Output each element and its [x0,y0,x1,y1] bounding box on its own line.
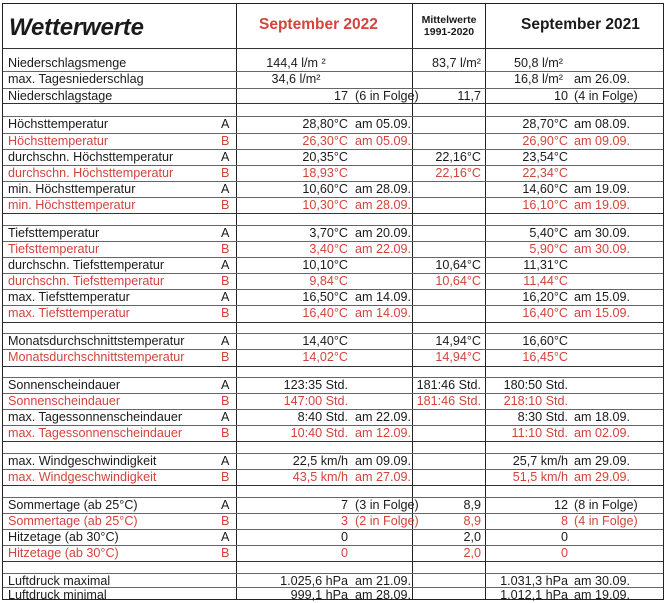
value-2022: 10,60°C [302,182,348,196]
value-mittelwerte: 22,16°C [435,166,481,180]
value-2021: 5,90°C [529,242,568,256]
detail-2021: am 30.09. [574,574,631,588]
mittelwerte-period: 1991-2020 [423,26,475,38]
value-2022: 14,02°C [302,350,348,364]
value-2021: 180:50 Std. [503,378,568,392]
row-divider [3,441,663,442]
value-2021: 12 [553,498,568,512]
value-2022: 17 [333,89,348,103]
table-row [3,410,663,425]
value-2021: 1.012,1 hPa [500,588,568,602]
table-row [3,117,663,132]
row-label: durchschn. Tiefsttemperatur [8,258,165,272]
value-2021: 8:30 Std. [517,410,568,424]
row-label: Hitzetage (ab 30°C) [8,546,119,560]
value-mittelwerte: 8,9 [463,498,481,512]
row-station: A [221,454,230,468]
value-2021: 5,40°C [529,226,568,240]
row-label: Sommertage (ab 25°C) [8,514,138,528]
value-2021: 25,7 km/h [512,454,568,468]
detail-2021: am 09.09. [574,134,631,148]
row-label: Monatsdurchschnittstemperatur [8,350,185,364]
row-station: A [221,410,230,424]
value-mittelwerte: 14,94°C [435,350,481,364]
column-header-mittelwerte [414,14,484,38]
row-station: A [221,378,230,392]
row-station: B [221,274,230,288]
detail-2022: (3 in Folge) [355,498,419,512]
table-row [3,166,663,181]
table-row [3,454,663,469]
value-mittelwerte: 10,64°C [435,274,481,288]
detail-2022: (6 in Folge) [355,89,419,103]
table-row [3,258,663,273]
row-station: B [221,426,230,440]
row-station: A [221,498,230,512]
row-station: B [221,514,230,528]
value-mittelwerte: 2,0 [463,530,481,544]
weather-table [2,3,664,600]
table-row [3,290,663,305]
value-mittelwerte: 2,0 [463,546,481,560]
detail-2022: am 14.09. [355,290,412,304]
value-2021: 11,31°C [523,258,568,272]
table-row [3,226,663,241]
page-title: Wetterwerte [9,14,144,41]
value-2021: 11:10 Std. [511,426,568,440]
row-station: A [221,290,230,304]
detail-2021: am 18.09. [574,410,631,424]
detail-2022: am 12.09. [355,426,412,440]
detail-2022: am 09.09. [355,454,412,468]
row-label: max. Tiefsttemperatur [8,306,130,320]
table-row [3,242,663,257]
mittelwerte-label: Mittelwerte [421,14,477,26]
detail-2021: am 26.09. [574,72,631,86]
value-2022: 3,70°C [309,226,348,240]
row-station: A [221,226,230,240]
row-label: min. Höchsttemperatur [8,198,136,212]
detail-2022: (2 in Folge) [355,514,419,528]
detail-2021: am 15.09. [574,306,631,320]
value-2022: 22,5 km/h [292,454,348,468]
value-2022: 9,84°C [309,274,348,288]
row-station: A [221,530,230,544]
detail-2021: am 29.09. [574,470,631,484]
detail-2022: am 21.09. [355,574,412,588]
detail-2021: am 15.09. [574,290,631,304]
column-header-2022: September 2022 [259,16,378,33]
detail-2021: am 08.09. [574,117,631,131]
value-2021: 0 [560,546,568,560]
value-2022: 123:35 Std. [283,378,348,392]
value-2021: 26,90°C [522,134,568,148]
table-row [3,56,663,71]
row-station: A [221,258,230,272]
value-2021: 16,60°C [522,334,568,348]
value-2021: 14,60°C [522,182,568,196]
value-mittelwerte: 181:46 Std. [416,394,481,408]
row-label: Höchsttemperatur [8,117,109,131]
value-2021: 16,20°C [522,290,568,304]
table-row [3,134,663,149]
value-2022: 26,30°C [302,134,348,148]
column-header-2021: September 2021 [521,16,640,33]
value-2022: 43,5 km/h [292,470,348,484]
row-station: A [221,182,230,196]
value-2022: 34,6 l/m² [271,72,321,86]
detail-2022: am 28.09. [355,588,412,602]
row-label: Luftdruck minimal [8,588,107,602]
row-station: B [221,350,230,364]
value-2021: 0 [560,530,568,544]
value-2021: 22,34°C [522,166,568,180]
value-2022: 8:40 Std. [297,410,348,424]
row-label: Tiefsttemperatur [8,242,100,256]
row-label: durchschn. Tiefsttemperatur [8,274,165,288]
value-2022: 7 [340,498,348,512]
table-row [3,546,663,561]
value-mittelwerte: 10,64°C [435,258,481,272]
row-station: B [221,242,230,256]
row-label: Monatsdurchschnittstemperatur [8,334,185,348]
detail-2021: am 29.09. [574,454,631,468]
value-2022: 147:00 Std. [283,394,348,408]
detail-2021: am 02.09. [574,426,631,440]
detail-2021: am 30.09. [574,242,631,256]
detail-2022: am 27.09. [355,470,412,484]
row-label: max. Windgeschwindigkeit [8,454,157,468]
table-row [3,588,663,603]
value-2022: 16,50°C [302,290,348,304]
value-2022: 10,10°C [302,258,348,272]
table-row [3,72,663,87]
row-divider [3,561,663,562]
detail-2021: (4 in Folge) [574,89,638,103]
value-2021: 16,40°C [522,306,568,320]
value-2022: 10:40 Std. [290,426,348,440]
value-mittelwerte: 14,94°C [435,334,481,348]
row-label: max. Windgeschwindigkeit [8,470,157,484]
detail-2022: am 28.09. [355,182,412,196]
table-row [3,198,663,213]
value-2021: 16,8 l/m² [514,72,563,86]
table-row [3,182,663,197]
detail-2021: (4 in Folge) [574,514,638,528]
value-mittelwerte: 8,9 [463,514,481,528]
row-station: B [221,166,230,180]
value-2022: 0 [340,530,348,544]
row-divider [3,485,663,486]
value-mittelwerte: 83,7 l/m² [432,56,481,70]
value-2021: 51,5 km/h [512,470,568,484]
value-2021: 218:10 Std. [503,394,568,408]
value-2021: 16,10°C [522,198,568,212]
row-station: B [221,198,230,212]
value-2022: 1.025,6 hPa [280,574,348,588]
detail-2022: am 28.09. [355,198,412,212]
row-label: max. Tiefsttemperatur [8,290,130,304]
value-2021: 1.031,3 hPa [500,574,568,588]
detail-2021: (8 in Folge) [574,498,638,512]
value-2021: 16,45°C [522,350,568,364]
value-2022: 16,40°C [302,306,348,320]
row-station: B [221,306,230,320]
table-row [3,89,663,104]
table-row [3,394,663,409]
table-row [3,514,663,529]
row-label: min. Höchsttemperatur [8,182,136,196]
table-row [3,274,663,289]
row-label: max. Tagesniederschlag [8,72,144,86]
row-divider [3,322,663,323]
header-divider [3,48,663,49]
row-label: max. Tagessonnenscheindauer [8,410,183,424]
table-row [3,150,663,165]
detail-2021: am 19.09. [574,588,631,602]
value-2022: 3 [340,514,348,528]
value-2022: 144,4 l/m ² [266,56,326,70]
value-mittelwerte: 22,16°C [435,150,481,164]
row-station: B [221,394,230,408]
detail-2021: am 30.09. [574,226,631,240]
table-row [3,426,663,441]
value-2021: 10 [553,89,568,103]
value-2022: 18,93°C [302,166,348,180]
value-2021: 8 [560,514,568,528]
row-label: Sonnenscheindauer [8,378,121,392]
table-row [3,498,663,513]
detail-2022: am 05.09. [355,134,412,148]
table-row [3,470,663,485]
row-label: Niederschlagstage [8,89,113,103]
detail-2022: am 22.09. [355,410,412,424]
row-station: B [221,470,230,484]
row-divider [3,213,663,214]
table-row [3,378,663,393]
value-mittelwerte: 181:46 Std. [416,378,481,392]
row-station: A [221,334,230,348]
row-label: Luftdruck maximal [8,574,111,588]
value-2021: 50,8 l/m² [514,56,563,70]
table-row [3,574,663,589]
table-row [3,306,663,321]
detail-2021: am 19.09. [574,198,631,212]
row-label: max. Tagessonnenscheindauer [8,426,183,440]
row-label: Hitzetage (ab 30°C) [8,530,119,544]
value-mittelwerte: 11,7 [457,89,481,103]
value-2022: 28,80°C [302,117,348,131]
value-2022: 0 [340,546,348,560]
row-station: A [221,117,230,131]
table-row [3,530,663,545]
value-2021: 23,54°C [522,150,568,164]
row-label: durchschn. Höchsttemperatur [8,166,174,180]
row-label: Sonnenscheindauer [8,394,121,408]
detail-2022: am 22.09. [355,242,412,256]
value-2022: 3,40°C [309,242,348,256]
table-row [3,334,663,349]
value-2022: 14,40°C [302,334,348,348]
row-station: B [221,134,230,148]
row-station: A [221,150,230,164]
value-2021: 11,44°C [523,274,568,288]
detail-2022: am 05.09. [355,117,412,131]
row-label: Tiefsttemperatur [8,226,100,240]
row-label: Sommertage (ab 25°C) [8,498,138,512]
table-row [3,350,663,365]
row-label: Niederschlagsmenge [8,56,127,70]
value-2022: 20,35°C [302,150,348,164]
detail-2022: am 20.09. [355,226,412,240]
row-label: durchschn. Höchsttemperatur [8,150,174,164]
row-label: Höchsttemperatur [8,134,109,148]
value-2021: 28,70°C [522,117,568,131]
row-divider [3,366,663,367]
value-2022: 999,1 hPa [290,588,348,602]
row-station: B [221,546,230,560]
detail-2022: am 14.09. [355,306,412,320]
detail-2021: am 19.09. [574,182,631,196]
value-2022: 10,30°C [302,198,348,212]
